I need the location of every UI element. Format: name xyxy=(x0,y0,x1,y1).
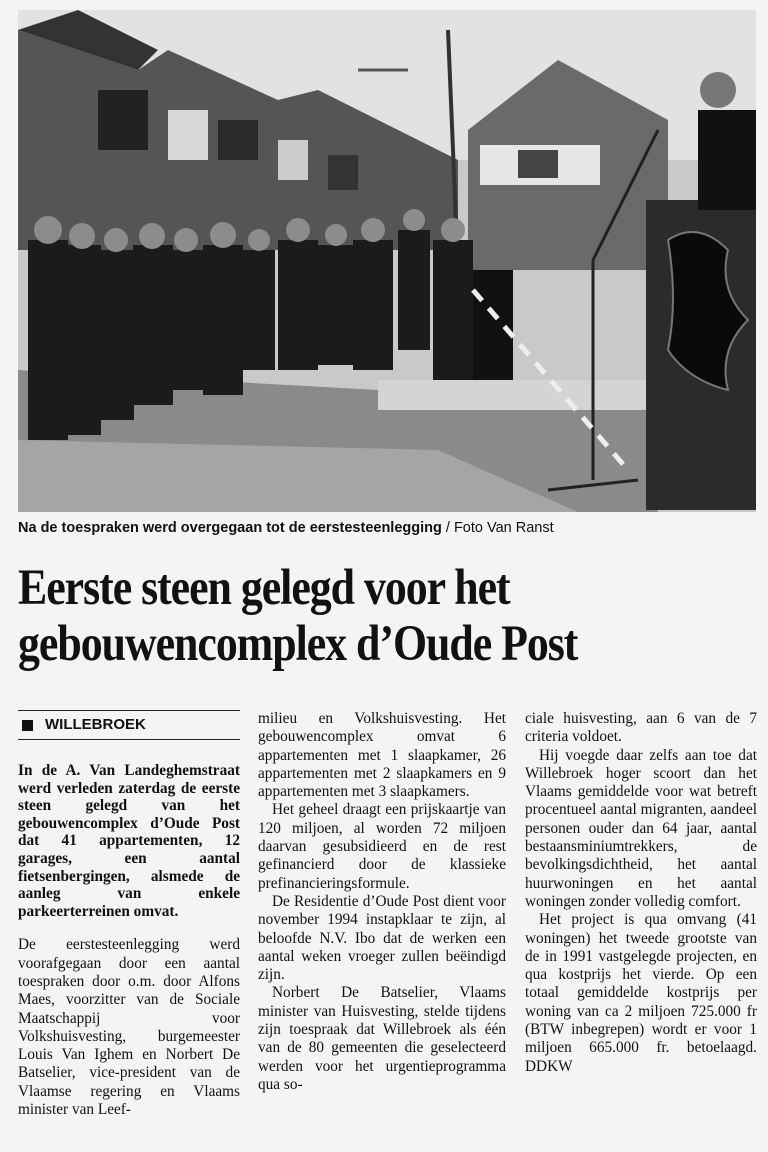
article-column-1 xyxy=(18,710,240,1119)
article-paragraph: Het project is qua omvang (41 woningen) het tweede grootste van de in 1991 vastgelegde projecten, en qua kostprijs het vierde. Op een totaal gemiddelde kostprijs per woning van ca 2 miljoen 725.000 fr (BTW inbegrepen) wordt er voor 1 miljoen 665.000 fr. betoelaagd. DDKW xyxy=(525,911,757,1075)
photo-caption xyxy=(18,518,758,538)
article-paragraph: De Residentie d’Oude Post dient voor november 1994 instapklaar te zijn, al beloofde N.V. Ibo dat de werken een aantal weken vroeger zullen beëindigd zijn. xyxy=(258,892,506,984)
dateline-text: WILLEBROEK xyxy=(45,716,146,733)
article-paragraph: De eerstesteenlegging werd voorafgegaan door een aantal toespraken door o.m. door Alfons Maes, voorzitter van de Sociale Maatschappij voor Volkshuisvesting, burgemeester Louis Van Ighem en Norbert De Batselier, vice-president van de Vlaamse regering en Vlaams minister van Leef- xyxy=(18,936,240,1119)
article-paragraph: Norbert De Batselier, Vlaams minister van Huisvesting, stelde tijdens zijn toespraak dat Willebroek als één van de 80 gemeenten die geselecteerd werden voor het urgentieprogramma qua so- xyxy=(258,984,506,1093)
article-paragraph: Het geheel draagt een prijskaartje van 120 miljoen, al worden 72 miljoen daarvan gesubsidieerd en de rest gefinancierd door de klassieke prefinancieringsformule. xyxy=(258,801,506,892)
article-column-2 xyxy=(258,710,506,1094)
article-paragraph: Hij voegde daar zelfs aan toe dat Willebroek hoger scoort dan het Vlaams gemiddelde voor wat betreft procentueel aantal migranten, aandeel personen ouder dan 64 jaar, aantal bestaansminiumtrekkers, de bevolkingsdichtheid, het aantal huurwoningen en het aantal woningen zonder volledig comfort. xyxy=(525,746,757,910)
news-photo xyxy=(18,10,756,512)
square-bullet-icon xyxy=(22,720,33,731)
headline-line-1: Eerste steen gelegd voor het xyxy=(18,560,510,616)
article-paragraph: milieu en Volkshuisvesting. Het gebouwencomplex omvat 6 appartementen met 1 slaapkamer, 26 appartementen met 2 slaapkamers en 9 appartementen met 3 slaapkamers. xyxy=(258,710,506,801)
article-lead: In de A. Van Landeghemstraat werd verleden zaterdag de eerste steen gelegd van het gebouwencomplex d’Oude Post dat 41 appartementen, 12 garages, een aantal fietsenbergingen, alsmede de aanleg van enkele parkeerterreinen omvat. xyxy=(18,762,240,920)
headline xyxy=(18,560,758,672)
headline-line-2: gebouwencomplex d’Oude Post xyxy=(18,616,578,672)
article-column-3 xyxy=(525,710,757,1076)
photo-credit: / Foto Van Ranst xyxy=(441,520,554,536)
caption-text: Na de toespraken werd overgegaan tot de eerstesteenlegging xyxy=(18,520,442,536)
photo-illustration-icon xyxy=(18,10,756,512)
dateline xyxy=(18,710,240,740)
article-paragraph: ciale huisvesting, aan 6 van de 7 criteria voldoet. xyxy=(525,710,757,746)
